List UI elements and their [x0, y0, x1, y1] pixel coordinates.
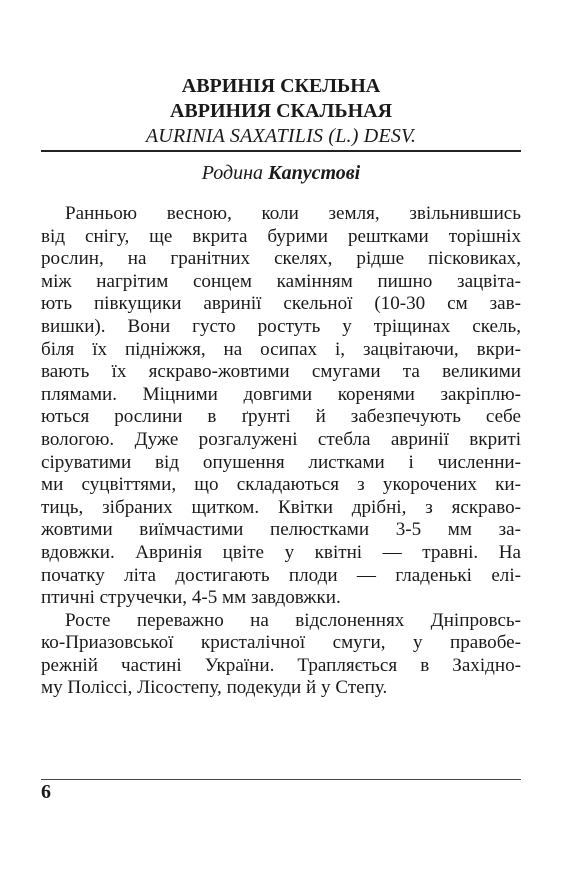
text-line: жовтими виїмчастими пелюстками 3-5 мм за- [41, 519, 521, 541]
text-line: рослин, на гранітних скелях, рідше пісковиках, [41, 248, 521, 270]
footer-divider [41, 779, 521, 780]
page-number: 6 [41, 781, 51, 803]
text-line: вають їх яскраво-жовтими смугами та великими [41, 361, 521, 383]
header-divider [41, 150, 521, 152]
text-line: вологою. Дуже розгалужені стебла авринії вкриті [41, 428, 521, 450]
text-line: Ранньою весною, коли земля, звільнившись [65, 203, 521, 224]
text-line: режній частині України. Трапляється в Західно- [41, 654, 521, 676]
text-line: початку літа достигають плоди — гладенькі елі- [41, 564, 521, 586]
title-block [41, 74, 521, 149]
text-line: му Поліссі, Лісостепу, подекуди й у Степу. [41, 677, 388, 699]
title-latin: AURINIA SAXATILIS (L.) DESV. [145, 125, 417, 147]
title-russian: АВРИНИЯ СКАЛЬНАЯ [169, 100, 393, 122]
text-line: птичні стручечки, 4-5 мм завдовжки. [41, 587, 341, 609]
family-line [41, 161, 521, 185]
family-label: Родина [201, 162, 264, 184]
text-line: тиць, зібраних щитком. Квітки дрібні, з яскраво- [41, 496, 521, 518]
body-text [41, 203, 521, 700]
text-line: ко-Приазовської кристалічної смуги, у правобе- [41, 632, 521, 654]
text-line: плямами. Міцними довгими коренями закріплю- [41, 383, 521, 405]
text-line: біля їх підніжжя, на осипах і, зацвітаючи, вкри- [41, 338, 521, 360]
family-name: Капустові [268, 162, 361, 184]
text-line: ють півкущики авринії скельної (10-30 см зав- [41, 293, 521, 315]
text-line: ються рослини в ґрунті й забезпечують себе [41, 406, 521, 428]
text-line: Росте переважно на відслоненнях Дніпровсь- [65, 609, 521, 631]
text-line: від снігу, ще вкрита бурими рештками торішніх [41, 225, 521, 247]
title-ukrainian: АВРИНІЯ СКЕЛЬНА [181, 75, 381, 97]
text-line: сіруватими від опушення листками і численни- [41, 451, 521, 473]
text-line: вишки). Вони густо ростуть у тріщинах скель, [41, 315, 521, 337]
text-line: ми суцвіттями, що складаються з укорочених ки- [41, 474, 521, 496]
text-line: вдовжки. Авринія цвіте у квітні — травні. На [41, 541, 521, 563]
text-line: між нагрітим сонцем камінням пишно зацвіта- [41, 270, 521, 292]
